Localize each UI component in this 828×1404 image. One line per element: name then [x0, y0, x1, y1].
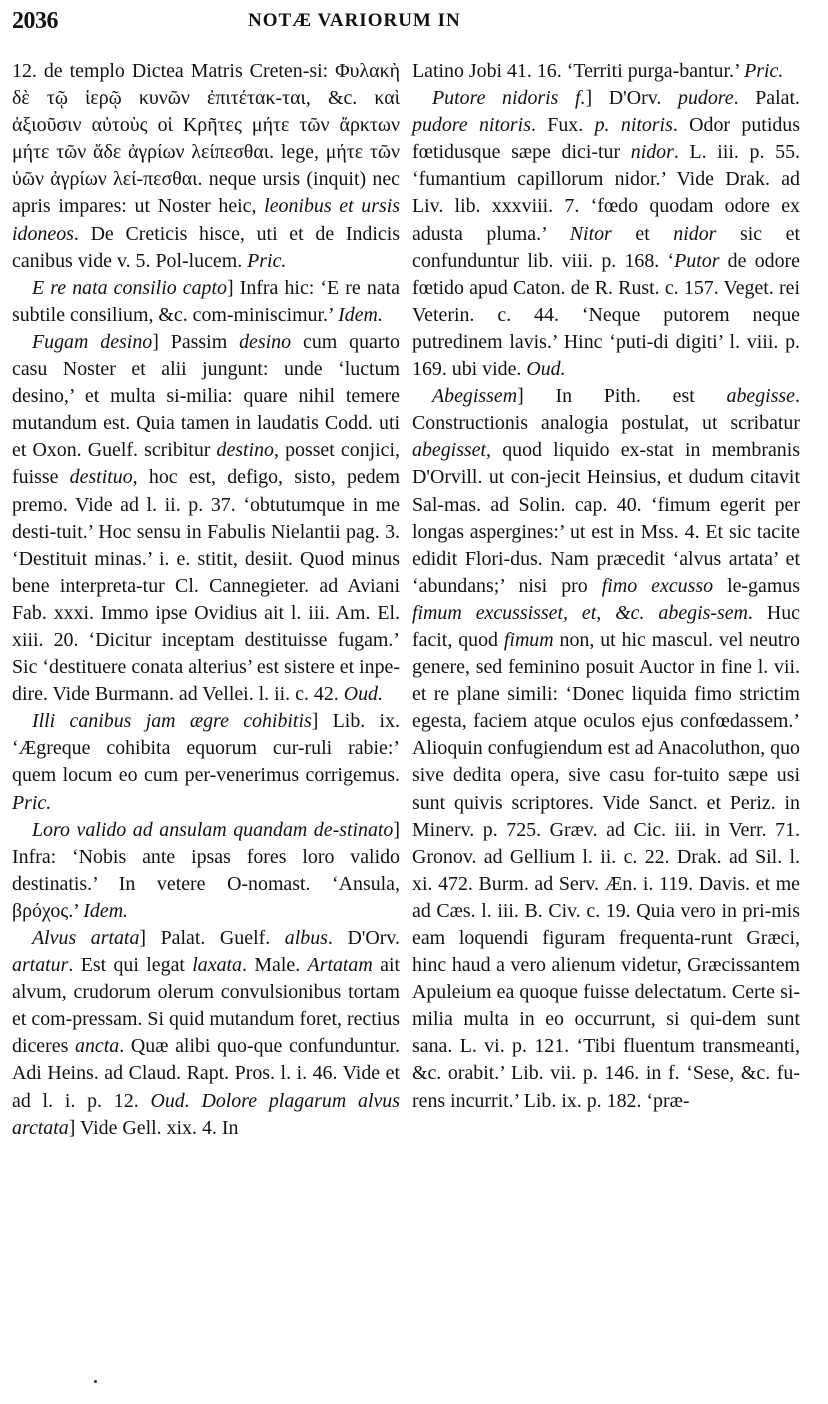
italic-text: Abegissem [432, 385, 518, 408]
italic-text: Pric. [12, 791, 52, 814]
italic-text: laxata [192, 954, 242, 977]
text-run: ] Passim [152, 330, 240, 353]
text-run: ] D'Orv. [585, 87, 679, 110]
italic-text: destino [216, 439, 274, 462]
italic-text: leonibus et ursis idoneos [12, 195, 400, 245]
italic-text: Idem. [338, 303, 383, 326]
italic-text: pudore nitoris [412, 114, 531, 137]
italic-text: pudore [678, 87, 734, 110]
italic-text: Idem. [83, 899, 129, 922]
note-paragraph [412, 383, 800, 1115]
italic-text: fimum excussisset, et, &c. abegis-sem [412, 601, 748, 624]
italic-text: Alvus artata [32, 927, 140, 949]
text-run: . Quæ alibi quo-que confunduntur. Adi Heins. ad Claud. Rapt. Pros. l. i. 46. Vide et ad l. i. p. 12. [12, 1035, 401, 1112]
text-run: . L. iii. p. 55. ‘fumantium capillorum nidor.’ Vide Drak. ad Liv. lib. xxxviii. 7. ‘fœdo quodam odore ex adusta pluma.’ [412, 141, 800, 245]
text-run: ] Palat. Guelf. [139, 927, 285, 949]
text-run: , hoc est, defigo, sisto, pedem premo. Vide ad l. ii. p. 37. ‘obtutumque in me desti-tuit.’ Hoc sensu in Fabulis Nielantii pag. 3. ‘Destituit minas.’ i. e. stitit, desiit. Quod minus bene interpreta-tur Cl. Cannegieter. ad Aviani Fab. xxxi. Immo ipse Ovidius ait l. iii. Am. El. xiii. 20. ‘Dicitur inceptam destituisse fugam.’ Sic ‘destituere conata alterius’ est sistere et inpe-dire. Vide Burmann. ad Vellei. l. ii. c. 42. [12, 466, 400, 706]
italic-text: Loro valido ad ansulam quandam de-stinato [32, 818, 394, 841]
text-run: le-gamus [713, 574, 800, 597]
italic-text: Pric. [247, 249, 287, 272]
text-run: . Palat. [733, 87, 800, 110]
italic-text: Fugam desino [32, 330, 153, 353]
text-run: . Odor putidus fœtidusque sæpe dici-tur [412, 114, 800, 164]
italic-text: p. nitoris [594, 114, 673, 137]
italic-text: Illi canibus jam ægre cohibitis [32, 710, 312, 733]
text-run: . Constructionis analogia postulat, ut scribatur [412, 385, 800, 435]
text-run: Latino Jobi 41. 16. ‘Territi purga-bantur.’ [412, 60, 745, 82]
italic-text: Oud. [343, 683, 383, 706]
note-paragraph [12, 925, 400, 1142]
text-run: cum quarto casu Noster et alii jungunt: unde ‘luctum desino,’ et multa si-milia: quare nihil temere mutandum est. Quia tamen in laudatis Codd. uti et Oxon. Guelf. scribitur [12, 330, 400, 462]
text-run: . D'Orv. [327, 927, 401, 949]
text-run: ] Vide Gell. xix. 4. In [68, 1116, 239, 1139]
text-run: . De Creticis hisce, uti et de Indicis canibus vide v. 5. Pol-lucem. [12, 222, 400, 272]
running-head: NOTÆ VARIORUM IN [248, 10, 461, 31]
note-paragraph [412, 58, 800, 85]
italic-text: desino [239, 330, 292, 353]
italic-text: Oud. [150, 1089, 190, 1112]
italic-text: Pric. [744, 60, 784, 82]
text-run: ait alvum, crudorum olerum convulsionibus tortam et com-pressam. Si quid mutandum foret, rectius diceres [12, 954, 400, 1058]
italic-text: abegisse [726, 385, 796, 408]
italic-text: albus [284, 927, 328, 949]
italic-text: destituo [69, 466, 133, 489]
text-run: de odore fœtido apud Caton. de R. Rust. c. 157. Veget. rei Veterin. c. 44. ‘Neque putorem neque putredinem lavis.’ Hinc ‘puti-di digiti’ l. viii. p. 169. ubi vide. [412, 249, 800, 381]
italic-text: nidor [630, 141, 674, 164]
text-run: . Fux. [530, 114, 595, 137]
italic-text: ancta [75, 1035, 120, 1058]
text-run: ] Infra: ‘Nobis ante ipsas fores loro valido destinatis.’ In vetere O-nomast. ‘Ansula, βρόχος.’ [12, 818, 400, 922]
text-run: sic et confunduntur lib. viii. p. 168. ‘ [412, 222, 800, 272]
italic-text: Putor [674, 249, 720, 272]
italic-text: abegisset [412, 439, 487, 462]
text-run: ] Infra hic: ‘E re nata subtile consilium, &c. com-miniscimur.’ [12, 276, 400, 326]
text-run: , posset conjici, fuisse [12, 439, 400, 489]
text-run: ] Lib. ix. ‘Ægreque cohibita equorum cur-ruli rabie:’ quem locum eo cum per-venerimus corrigemus. [12, 710, 401, 787]
italic-text: nidor [673, 222, 717, 245]
left-column [12, 58, 400, 1142]
italic-text: E re nata consilio capto [32, 276, 227, 299]
italic-text: fimum [503, 628, 554, 651]
text-run: , quod liquido ex-stat in membranis D'Orvill. ut con-jecit Heinsius, et dudum citavit Sal-mas. ad Solin. cap. 40. ‘fimum egerit per longas aspergines:’ ut est in Mss. 4. Et sic tacite edidit Flori-dus. Nam præcedit ‘alvus artata’ et ‘abundans;’ nisi pro [412, 439, 800, 597]
text-run: . Est qui legat [68, 954, 193, 977]
note-paragraph [12, 58, 400, 275]
page-number: 2036 [12, 8, 58, 34]
italic-text: Nitor [569, 222, 612, 245]
print-speck [94, 1380, 97, 1383]
italic-text: artatur [12, 954, 69, 977]
note-paragraph [12, 329, 400, 708]
text-run: . Huc facit, quod [412, 601, 800, 651]
note-paragraph [12, 708, 400, 816]
italic-text: Oud. [526, 358, 566, 381]
right-column [412, 58, 800, 1115]
text-run: non, ut hic mascul. vel neutro genere, sed feminino posuit Auctor in fine l. vii. et re plane simili: ‘Donec liquida fimo strictim egesta, faciem atque oculos ejus confœdassem.’ Alioquin confugiendum est ad Anacoluthon, quo sive dedita opera, sive casu for-tuito sæpe usi sunt quivis scriptores. Vide Sanct. et Periz. in Minerv. p. 725. Græv. ad Cic. iii. in Verr. 71. Gronov. ad Gellium l. ii. c. 22. Drak. ad Sil. l. xi. 472. Burm. ad Serv. Æn. i. 119. Davis. et me ad Cæs. l. iii. B. Civ. c. 19. Quia vero in pri-mis eam loquendi figuram frequenta-runt Græci, hinc haud a vero alienum videtur, Græcissantem Apuleium ea quoque fuisse delectatum. Certe si-milia multa in eo occurrunt, si qui-dem sunt sana. L. vi. p. 121. ‘Tibi fluentum transmeanti, &c. orabit.’ Lib. vii. p. 146. in f. ‘Sese, &c. fu-rens incurrit.’ Lib. ix. p. 182. ‘præ- [412, 628, 800, 1112]
text-run: . Male. [242, 954, 308, 977]
note-paragraph [12, 275, 400, 329]
italic-text: Dolore plagarum alvus arctata [12, 1089, 400, 1139]
text-run: et [611, 222, 674, 245]
note-paragraph [412, 85, 800, 383]
italic-text: Artatam [307, 954, 373, 977]
note-paragraph [12, 817, 400, 925]
italic-text: fimo excusso [601, 574, 714, 597]
text-run: ] In Pith. est [517, 385, 727, 408]
text-run: 12. de templo Dictea Matris Creten-si: Φυλακὴ δὲ τῷ ἱερῷ κυνῶν ἐπιτέτακ-ται, &c. καὶ ἀξιοῦσιν αὐτοὺς οἱ Κρῆτες μήτε τῶν ἄρκτων μήτε τῶν ἄδε ἀγρίων λείπεσθαι. lege, μήτε τῶν ὑῶν ἀγρίων λεί-πεσθαι. neque ursis (inquit) nec apris impares: ut Noster heic, [12, 60, 400, 218]
italic-text: Putore nidoris f. [432, 87, 586, 110]
text-run [190, 1090, 202, 1112]
